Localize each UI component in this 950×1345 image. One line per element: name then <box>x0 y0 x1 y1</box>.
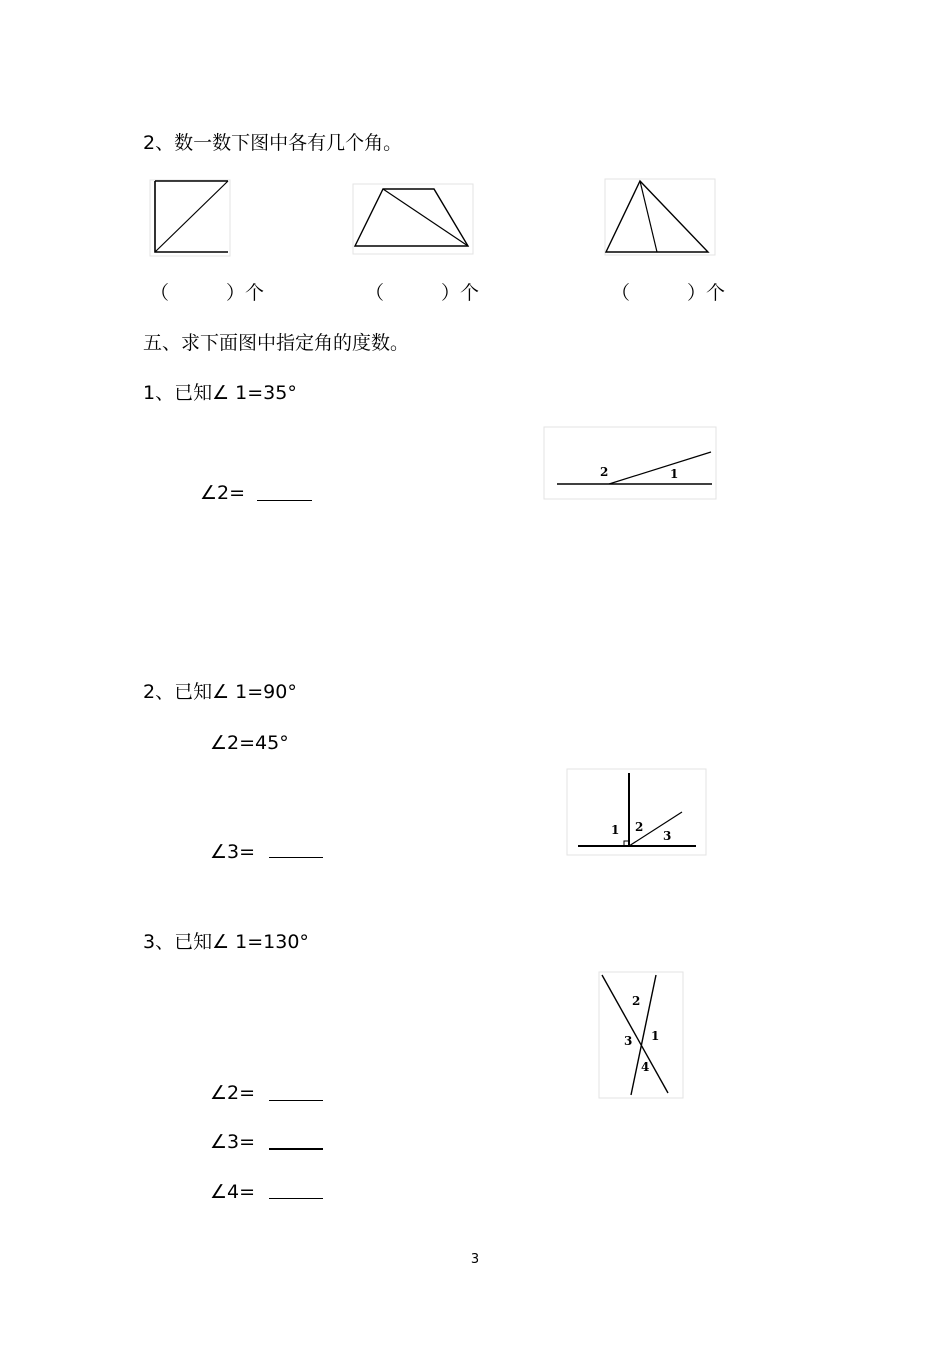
q2-given: 2、已知∠ 1=90° <box>143 681 297 703</box>
q2-angle-figure <box>566 768 708 856</box>
answer-blank-2[interactable]: （ ）个 <box>365 282 480 304</box>
square-diagonal-figure <box>148 178 232 258</box>
trapezoid-diagonal-figure <box>352 183 474 255</box>
q1-answer-line[interactable] <box>257 500 312 501</box>
answer-blank-3[interactable]: （ ）个 <box>611 282 726 304</box>
q2-label-2: 2 <box>635 820 644 834</box>
q3-ask-angle4: ∠4= <box>210 1181 256 1203</box>
q1-label-1: 1 <box>670 467 679 481</box>
q3-ask-angle3: ∠3= <box>210 1131 256 1153</box>
page-number: 3 <box>470 1252 480 1267</box>
q2-answer-line[interactable] <box>269 857 323 858</box>
q3-label-1: 1 <box>651 1029 660 1043</box>
q3-intersecting-lines-figure <box>598 971 684 1099</box>
q1-ask-angle2: ∠2= <box>200 482 246 504</box>
q1-angle-figure <box>543 426 718 500</box>
q3-label-3: 3 <box>624 1034 633 1048</box>
q2-ask-angle3: ∠3= <box>210 841 256 863</box>
q3-label-2: 2 <box>632 994 641 1008</box>
q3-answer-line-4[interactable] <box>269 1198 323 1199</box>
q3-label-4: 4 <box>641 1060 650 1074</box>
answer-blank-1[interactable]: （ ）个 <box>150 282 265 304</box>
q2-label-1: 1 <box>611 823 620 837</box>
q3-given: 3、已知∠ 1=130° <box>143 931 309 953</box>
q3-ask-angle2: ∠2= <box>210 1082 256 1104</box>
triangle-split-figure <box>604 178 716 256</box>
q1-given: 1、已知∠ 1=35° <box>143 382 297 404</box>
q2-label-3: 3 <box>663 829 672 843</box>
q3-answer-line-3[interactable] <box>269 1148 323 1150</box>
section-title: 五、求下面图中指定角的度数。 <box>143 332 410 354</box>
q3-answer-line-2[interactable] <box>269 1100 323 1101</box>
q2-given-angle2: ∠2=45° <box>210 732 289 754</box>
question-title: 2、数一数下图中各有几个角。 <box>143 132 403 154</box>
q1-label-2: 2 <box>600 465 609 479</box>
